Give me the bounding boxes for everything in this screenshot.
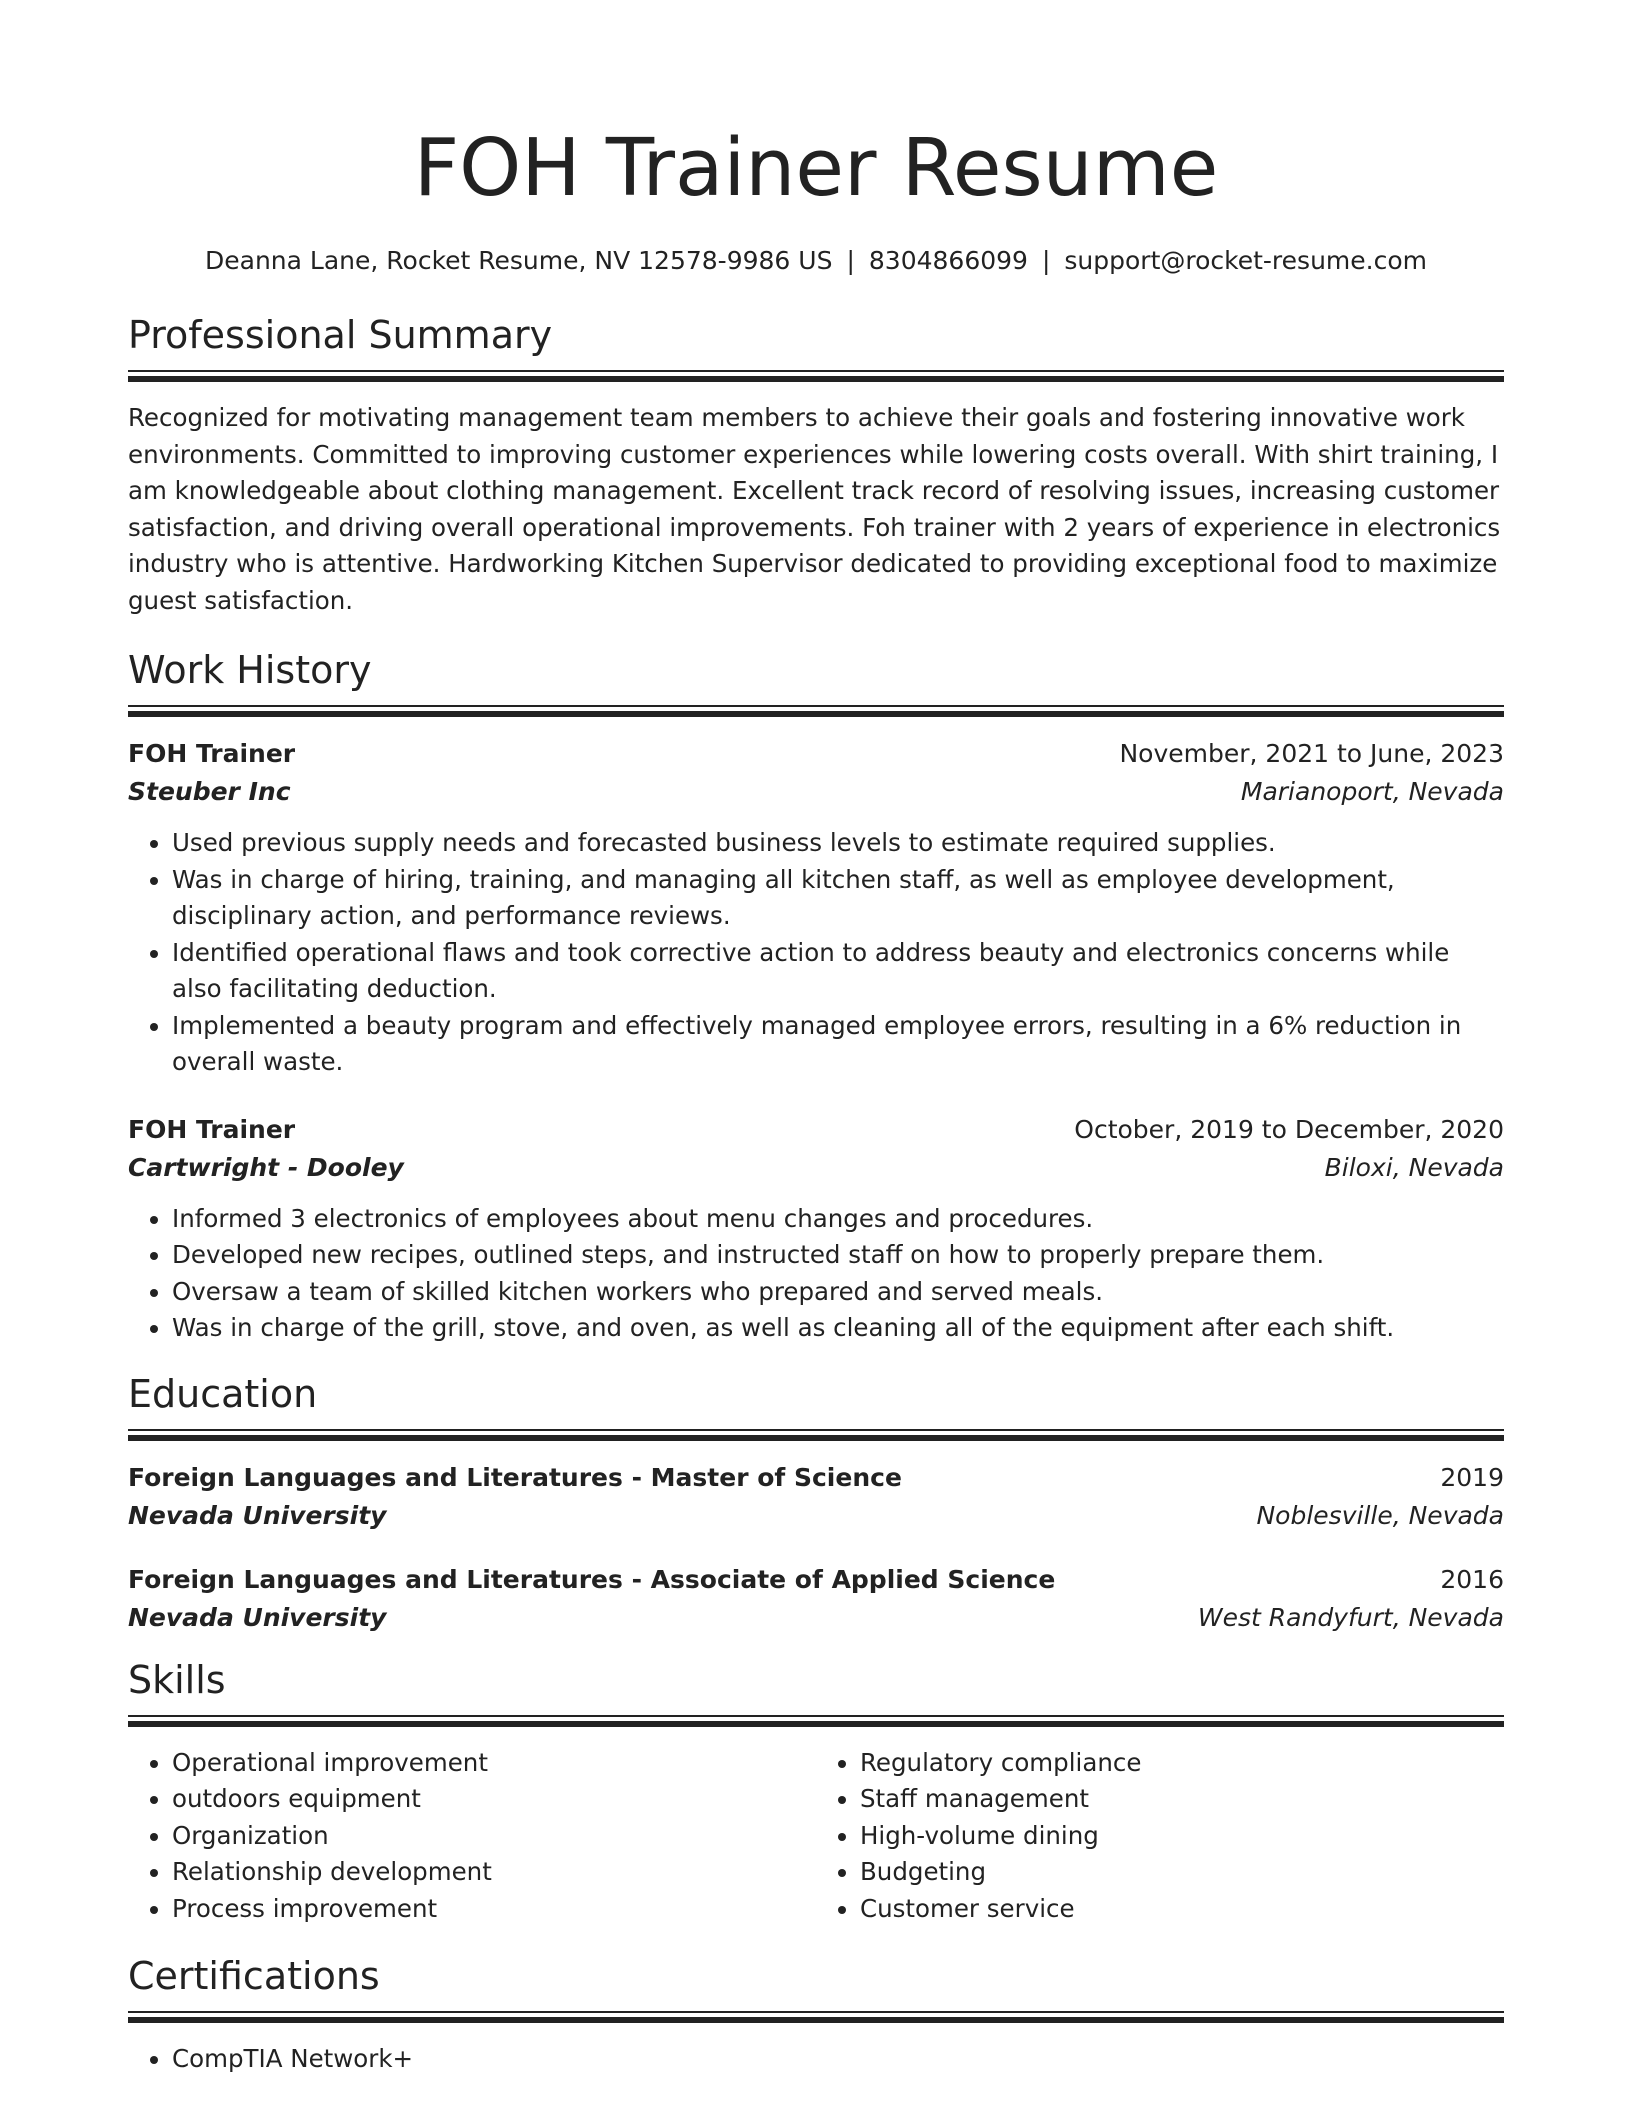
contact-email: support@rocket-resume.com — [1064, 246, 1427, 275]
job-bullet: • Was in charge of the grill, stove, and oven, as well as cleaning all of the equipment after each shift. — [172, 1310, 1504, 1347]
job-location: Marianoport, Nevada — [1240, 777, 1504, 806]
job-bullet: • Oversaw a team of skilled kitchen workers who prepared and served meals. — [172, 1274, 1504, 1311]
job-bullets — [128, 825, 1504, 1081]
education-degree: Foreign Languages and Literatures - Associate of Applied Science — [128, 1564, 1056, 1594]
skill-item: • outdoors equipment — [172, 1781, 816, 1818]
skill-item: • Staff management — [860, 1781, 1504, 1818]
section-heading-summary: Professional Summary — [128, 313, 553, 357]
skill-item: • Budgeting — [860, 1854, 1504, 1891]
contact-line — [128, 244, 1504, 278]
education-location: Noblesville, Nevada — [1256, 1500, 1504, 1530]
education-school: Nevada University — [128, 1602, 387, 1632]
contact-address: Deanna Lane, Rocket Resume, NV 12578-9986 US — [205, 246, 833, 275]
summary-text: Recognized for motivating management team members to achieve their goals and fostering innovative work environments. Committed to improving customer experiences while lowering costs overall. With shirt training, I am knowledgeable about clothing management. Excellent track record of resolving issues, increasing customer satisfaction, and driving overall operational improvements. Foh trainer with 2 years of experience in electronics industry who is attentive. Hardworking Kitchen Supervisor dedicated to providing exceptional food to maximize guest satisfaction. — [128, 403, 1501, 615]
education-year: 2016 — [1440, 1564, 1504, 1594]
certifications-list — [128, 2041, 1504, 2078]
summary-section — [128, 310, 1504, 619]
education-school: Nevada University — [128, 1500, 387, 1530]
section-heading-skills: Skills — [128, 1657, 226, 1702]
certification-item: • CompTIA Network+ — [172, 2041, 1504, 2078]
skill-item: • Organization — [172, 1818, 816, 1855]
section-heading-work-history: Work History — [128, 648, 372, 692]
skill-item: • Process improvement — [172, 1891, 816, 1928]
job-entry — [128, 1111, 1504, 1347]
section-heading-certifications: Certifications — [128, 1954, 380, 1998]
skill-item: • High-volume dining — [860, 1818, 1504, 1855]
work-history-section — [128, 645, 1504, 1347]
section-divider — [128, 370, 1504, 382]
resume-title: FOH Trainer Resume — [413, 122, 1219, 214]
education-degree: Foreign Languages and Literatures - Master of Science — [128, 1462, 902, 1492]
skill-item: • Operational improvement — [172, 1745, 816, 1782]
job-company: Cartwright - Dooley — [128, 1152, 404, 1182]
job-title: FOH Trainer — [128, 739, 296, 768]
certifications-section — [128, 1951, 1504, 2078]
job-bullets — [128, 1201, 1504, 1347]
contact-separator: | — [846, 246, 855, 275]
skills-columns — [128, 1745, 1504, 1928]
skill-item: • Customer service — [860, 1891, 1504, 1928]
job-bullet: • Informed 3 electronics of employees about menu changes and procedures. — [172, 1201, 1504, 1238]
job-dates: November, 2021 to June, 2023 — [1119, 739, 1504, 768]
job-title: FOH Trainer — [128, 1114, 296, 1144]
job-location: Biloxi, Nevada — [1324, 1152, 1504, 1182]
section-divider — [128, 1429, 1504, 1441]
job-bullet: • Was in charge of hiring, training, and managing all kitchen staff, as well as employee development, disciplinary action, and performance reviews. — [172, 862, 1504, 935]
education-section — [128, 1369, 1504, 1637]
education-year: 2019 — [1440, 1462, 1504, 1492]
job-dates: October, 2019 to December, 2020 — [1074, 1114, 1504, 1144]
education-entry — [128, 1561, 1504, 1637]
job-bullet: • Implemented a beauty program and effectively managed employee errors, resulting in a 6% reduction in overall waste. — [172, 1008, 1504, 1081]
skills-list-right — [816, 1745, 1504, 1928]
job-company: Steuber Inc — [128, 777, 291, 806]
section-divider — [128, 705, 1504, 717]
skills-list-left — [128, 1745, 816, 1928]
job-bullet: • Identified operational flaws and took corrective action to address beauty and electronics concerns while also facilitating deduction. — [172, 935, 1504, 1008]
section-divider — [128, 1715, 1504, 1727]
section-divider — [128, 2011, 1504, 2023]
contact-phone: 8304866099 — [868, 246, 1028, 275]
section-heading-education: Education — [128, 1371, 318, 1416]
job-bullet: • Developed new recipes, outlined steps, and instructed staff on how to properly prepare them. — [172, 1237, 1504, 1274]
job-bullet: • Used previous supply needs and forecasted business levels to estimate required supplies. — [172, 825, 1504, 862]
education-entry — [128, 1459, 1504, 1535]
skill-item: • Relationship development — [172, 1854, 816, 1891]
education-location: West Randyfurt, Nevada — [1197, 1602, 1504, 1632]
contact-separator: | — [1041, 246, 1051, 275]
job-entry — [128, 735, 1504, 1081]
skill-item: • Regulatory compliance — [860, 1745, 1504, 1782]
skills-section — [128, 1655, 1504, 1928]
